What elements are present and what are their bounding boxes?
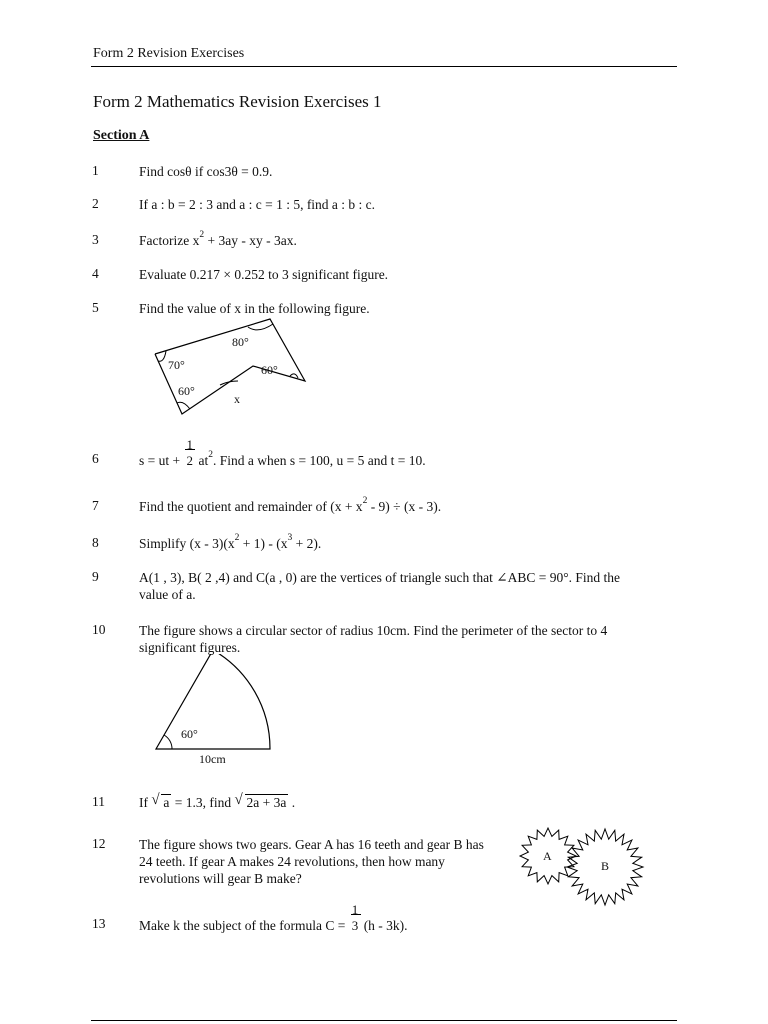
angle-label-top: 80° (232, 335, 249, 349)
question-text: The figure shows a circular sector of radius 10cm. Find the perimeter of the sector to 4 significant figures. (139, 623, 608, 655)
question-number: 7 (92, 498, 99, 513)
question-number: 5 (92, 300, 99, 315)
section-heading: Section A (93, 128, 150, 143)
question-text: Find the value of x in the following figure. (139, 301, 370, 316)
question-text: Simplify $(x - 3)(x^2 + 1) - (x^3 + 2)$. (139, 533, 322, 551)
question-text: s = ut + $\frac{1}{2}$ $at^2$. Find a when s = 100, u = 5 and t = 10. (139, 437, 426, 468)
page-header: Form 2 Revision Exercises (93, 46, 245, 61)
footer-rule (91, 1020, 677, 1021)
fraction: $\frac{1}{2}$ (185, 451, 196, 465)
angle-label-left-bottom: 60° (178, 384, 195, 398)
fraction: $\frac{1}{3}$ (351, 916, 362, 930)
question-number: 2 (92, 196, 99, 211)
question-number: 10 (92, 622, 106, 637)
header-rule (91, 66, 677, 67)
question-text: Find cosθ if cos3θ = 0.9. (139, 164, 273, 179)
question-text: Factorize $x^2 + 3ay$ - xy - 3ax. (139, 230, 297, 248)
gear-a-label: A (543, 849, 552, 863)
sector-angle-label: 60° (181, 727, 198, 741)
question-number: 13 (92, 916, 106, 931)
question-text: If √ a = 1.3, find √ 2a + 3a . (139, 792, 296, 810)
square-root: √ 2a + 3a (234, 792, 287, 810)
question-number: 1 (92, 163, 99, 178)
sector-outline (156, 654, 270, 749)
question-text: A(1 , 3), B( 2 ,4) and C(a , 0) are the vertices of triangle such that ∠ABC = 90°. Find the value of a. (139, 570, 620, 602)
angle-label-left-top: 70° (168, 358, 185, 372)
radius-label: 10cm (199, 752, 226, 766)
quadrilateral-figure (150, 314, 310, 429)
question-text: If a : b = 2 : 3 and a : c = 1 : 5, find a : b : c. (139, 197, 376, 212)
question-text: The figure shows two gears. Gear A has 16 teeth and gear B has 24 teeth. If gear A makes 24 revolutions, then how many revolutions will gear B make? (139, 837, 484, 886)
question-number: 8 (92, 535, 99, 550)
question-number: 12 (92, 836, 106, 851)
question-text: Evaluate 0.217 × 0.252 to 3 significant figure. (139, 267, 389, 282)
angle-label-right: 60° (261, 363, 278, 377)
angle-arc-x (220, 381, 238, 385)
question-number: 4 (92, 266, 99, 281)
gear-b-label: B (601, 859, 610, 873)
question-text: Find the quotient and remainder of $(x + x^2 - 9) \div (x - 3)$. (139, 496, 442, 514)
question-number: 3 (92, 232, 99, 247)
question-number: 6 (92, 451, 99, 466)
sector-figure (150, 654, 280, 769)
question-number: 9 (92, 569, 99, 584)
square-root: √ a (151, 792, 170, 810)
sector-angle-arc (164, 735, 172, 749)
unknown-angle-label: x (234, 392, 240, 406)
document-title: Form 2 Mathematics Revision Exercises 1 (93, 92, 382, 111)
question-text: Make k the subject of the formula C = $\frac{1}{3}$ (h - 3k). (139, 902, 408, 933)
question-number: 11 (92, 794, 105, 809)
gears-figure (515, 822, 645, 912)
